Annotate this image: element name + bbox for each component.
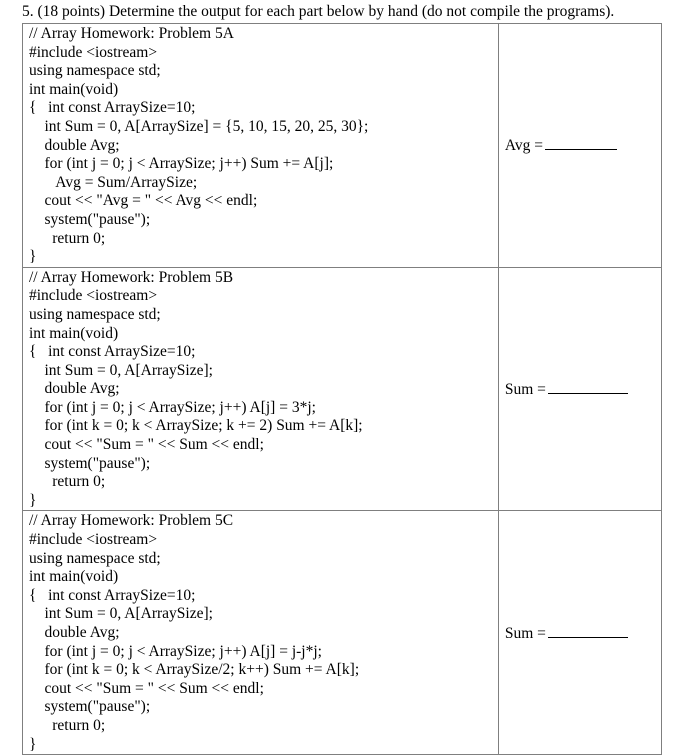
answer-5c <box>505 623 661 643</box>
answer-5a <box>505 135 661 155</box>
answer-5b <box>505 379 661 399</box>
code-line: return 0; <box>29 229 106 247</box>
problem-row-5b <box>23 267 662 511</box>
problems-table <box>22 23 662 755</box>
answer-blank[interactable] <box>548 379 628 394</box>
code-line: // Array Homework: Problem 5B <box>29 268 234 286</box>
code-line: cout << "Avg = " << Avg << endl; <box>29 192 258 210</box>
code-line: return 0; <box>29 716 106 734</box>
code-line: system("pause"); <box>29 698 151 716</box>
code-line: return 0; <box>29 473 106 491</box>
code-line: for (int j = 0; j < ArraySize; j++) A[j] = j-j*j; <box>29 642 322 660</box>
code-line: double Avg; <box>29 380 120 398</box>
code-line: { int const ArraySize=10; <box>29 586 196 604</box>
code-line: for (int k = 0; k < ArraySize/2; k++) Sum += A[k]; <box>29 661 360 679</box>
answer-label: Sum = <box>504 381 546 399</box>
code-line: double Avg; <box>29 624 120 641</box>
problem-row-5a <box>23 24 662 268</box>
code-line: for (int k = 0; k < ArraySize; k += 2) Sum += A[k]; <box>29 417 363 435</box>
answer-cell-5b <box>498 267 661 511</box>
code-line: #include <iostream> <box>29 43 158 61</box>
code-line: // Array Homework: Problem 5A <box>29 25 234 42</box>
code-line: Avg = Sum/ArraySize; <box>29 173 198 191</box>
code-line: for (int j = 0; j < ArraySize; j++) Sum += A[j]; <box>29 155 334 173</box>
code-line: int main(void) <box>29 568 119 586</box>
code-line: int Sum = 0, A[ArraySize]; <box>29 605 213 623</box>
code-line: { int const ArraySize=10; <box>29 99 196 117</box>
code-line: int Sum = 0, A[ArraySize] = {5, 10, 15, 20, 25, 30}; <box>29 117 369 135</box>
code-line: using namespace std; <box>29 549 161 567</box>
answer-label: Sum = <box>504 624 546 642</box>
answer-blank[interactable] <box>545 135 617 150</box>
problem-row-5c <box>23 511 662 755</box>
code-cell-5a <box>23 24 499 268</box>
code-line: cout << "Sum = " << Sum << endl; <box>29 679 264 697</box>
code-line: double Avg; <box>29 136 120 154</box>
code-line: using namespace std; <box>29 62 161 80</box>
question-header: 5. (18 points) Determine the output for each part below by hand (do not compile the programs). <box>22 3 615 20</box>
code-line: { int const ArraySize=10; <box>29 343 196 361</box>
code-line: int main(void) <box>29 324 119 342</box>
code-line: // Array Homework: Problem 5C <box>29 512 234 530</box>
code-line: #include <iostream> <box>29 287 158 305</box>
answer-blank[interactable] <box>548 623 628 638</box>
code-line: int main(void) <box>29 80 119 98</box>
code-line: system("pause"); <box>29 210 151 228</box>
answer-cell-5c <box>498 511 661 755</box>
answer-label: Avg = <box>504 137 544 155</box>
code-line: for (int j = 0; j < ArraySize; j++) A[j] = 3*j; <box>29 398 316 416</box>
code-cell-5b <box>23 267 499 511</box>
code-line: } <box>29 735 37 753</box>
code-line: using namespace std; <box>29 305 161 323</box>
code-line: system("pause"); <box>29 454 151 472</box>
code-line: int Sum = 0, A[ArraySize]; <box>29 361 213 379</box>
code-line: } <box>29 248 37 266</box>
code-line: } <box>29 491 37 509</box>
code-line: #include <iostream> <box>29 531 158 549</box>
code-line: cout << "Sum = " << Sum << endl; <box>29 436 264 454</box>
answer-cell-5a <box>498 24 661 268</box>
code-cell-5c <box>23 511 499 755</box>
